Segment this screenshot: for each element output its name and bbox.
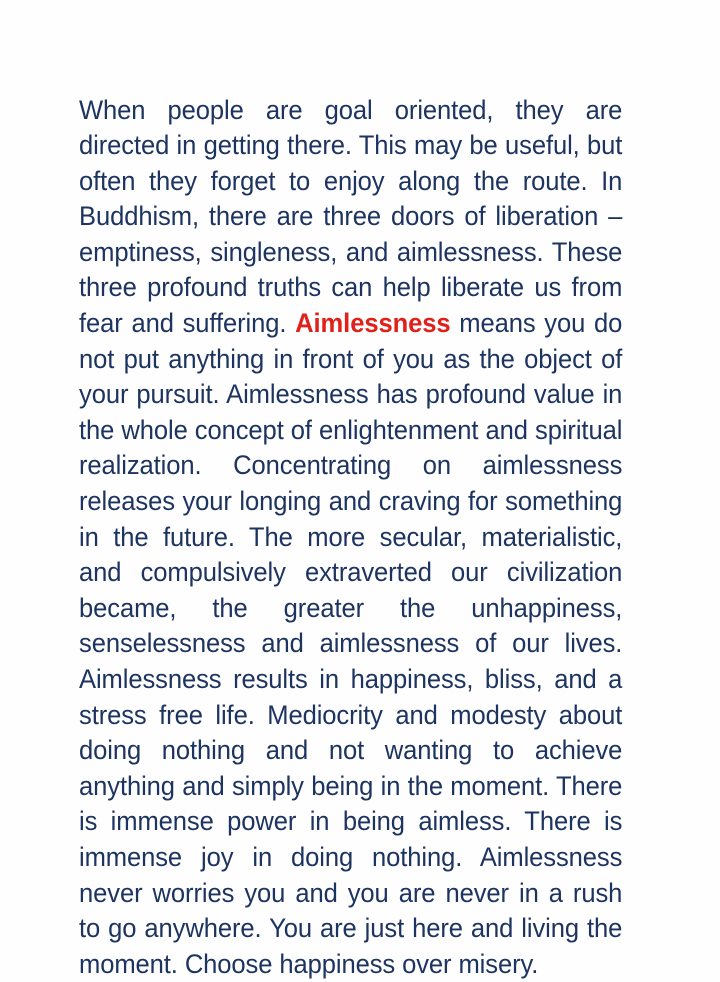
highlighted-term-aimlessness: Aimlessness (295, 308, 450, 338)
paragraph-segment-before-highlight: When people are goal oriented, they are directed in getting there. This may be useful, but often they forget to enjoy along the route. In Buddhism, there are three doors of liberation – emptiness, singleness, and aimlessness. These three profound truths can help liberate us from fear and suffering. (79, 95, 622, 339)
body-paragraph (79, 93, 622, 982)
paragraph-segment-after-highlight: means you do not put anything in front of you as the object of your pursuit. Aimlessness has profound value in the whole concept of enlightenment and spiritual realization. Concentrating on aimlessness releases your longing and craving for something in the future. The more secular, materialistic, and compulsively extraverted our civilization became, the greater the unhappiness, senselessness and aimlessness of our lives. Aimlessness results in happiness, bliss, and a stress free life. Mediocrity and modesty about doing nothing and not wanting to achieve anything and simply being in the moment. There is immense power in being aimless. There is immense joy in doing nothing. Aimlessness never worries you and you are never in a rush to go anywhere. You are just here and living the moment. Choose happiness over misery. (79, 308, 622, 979)
